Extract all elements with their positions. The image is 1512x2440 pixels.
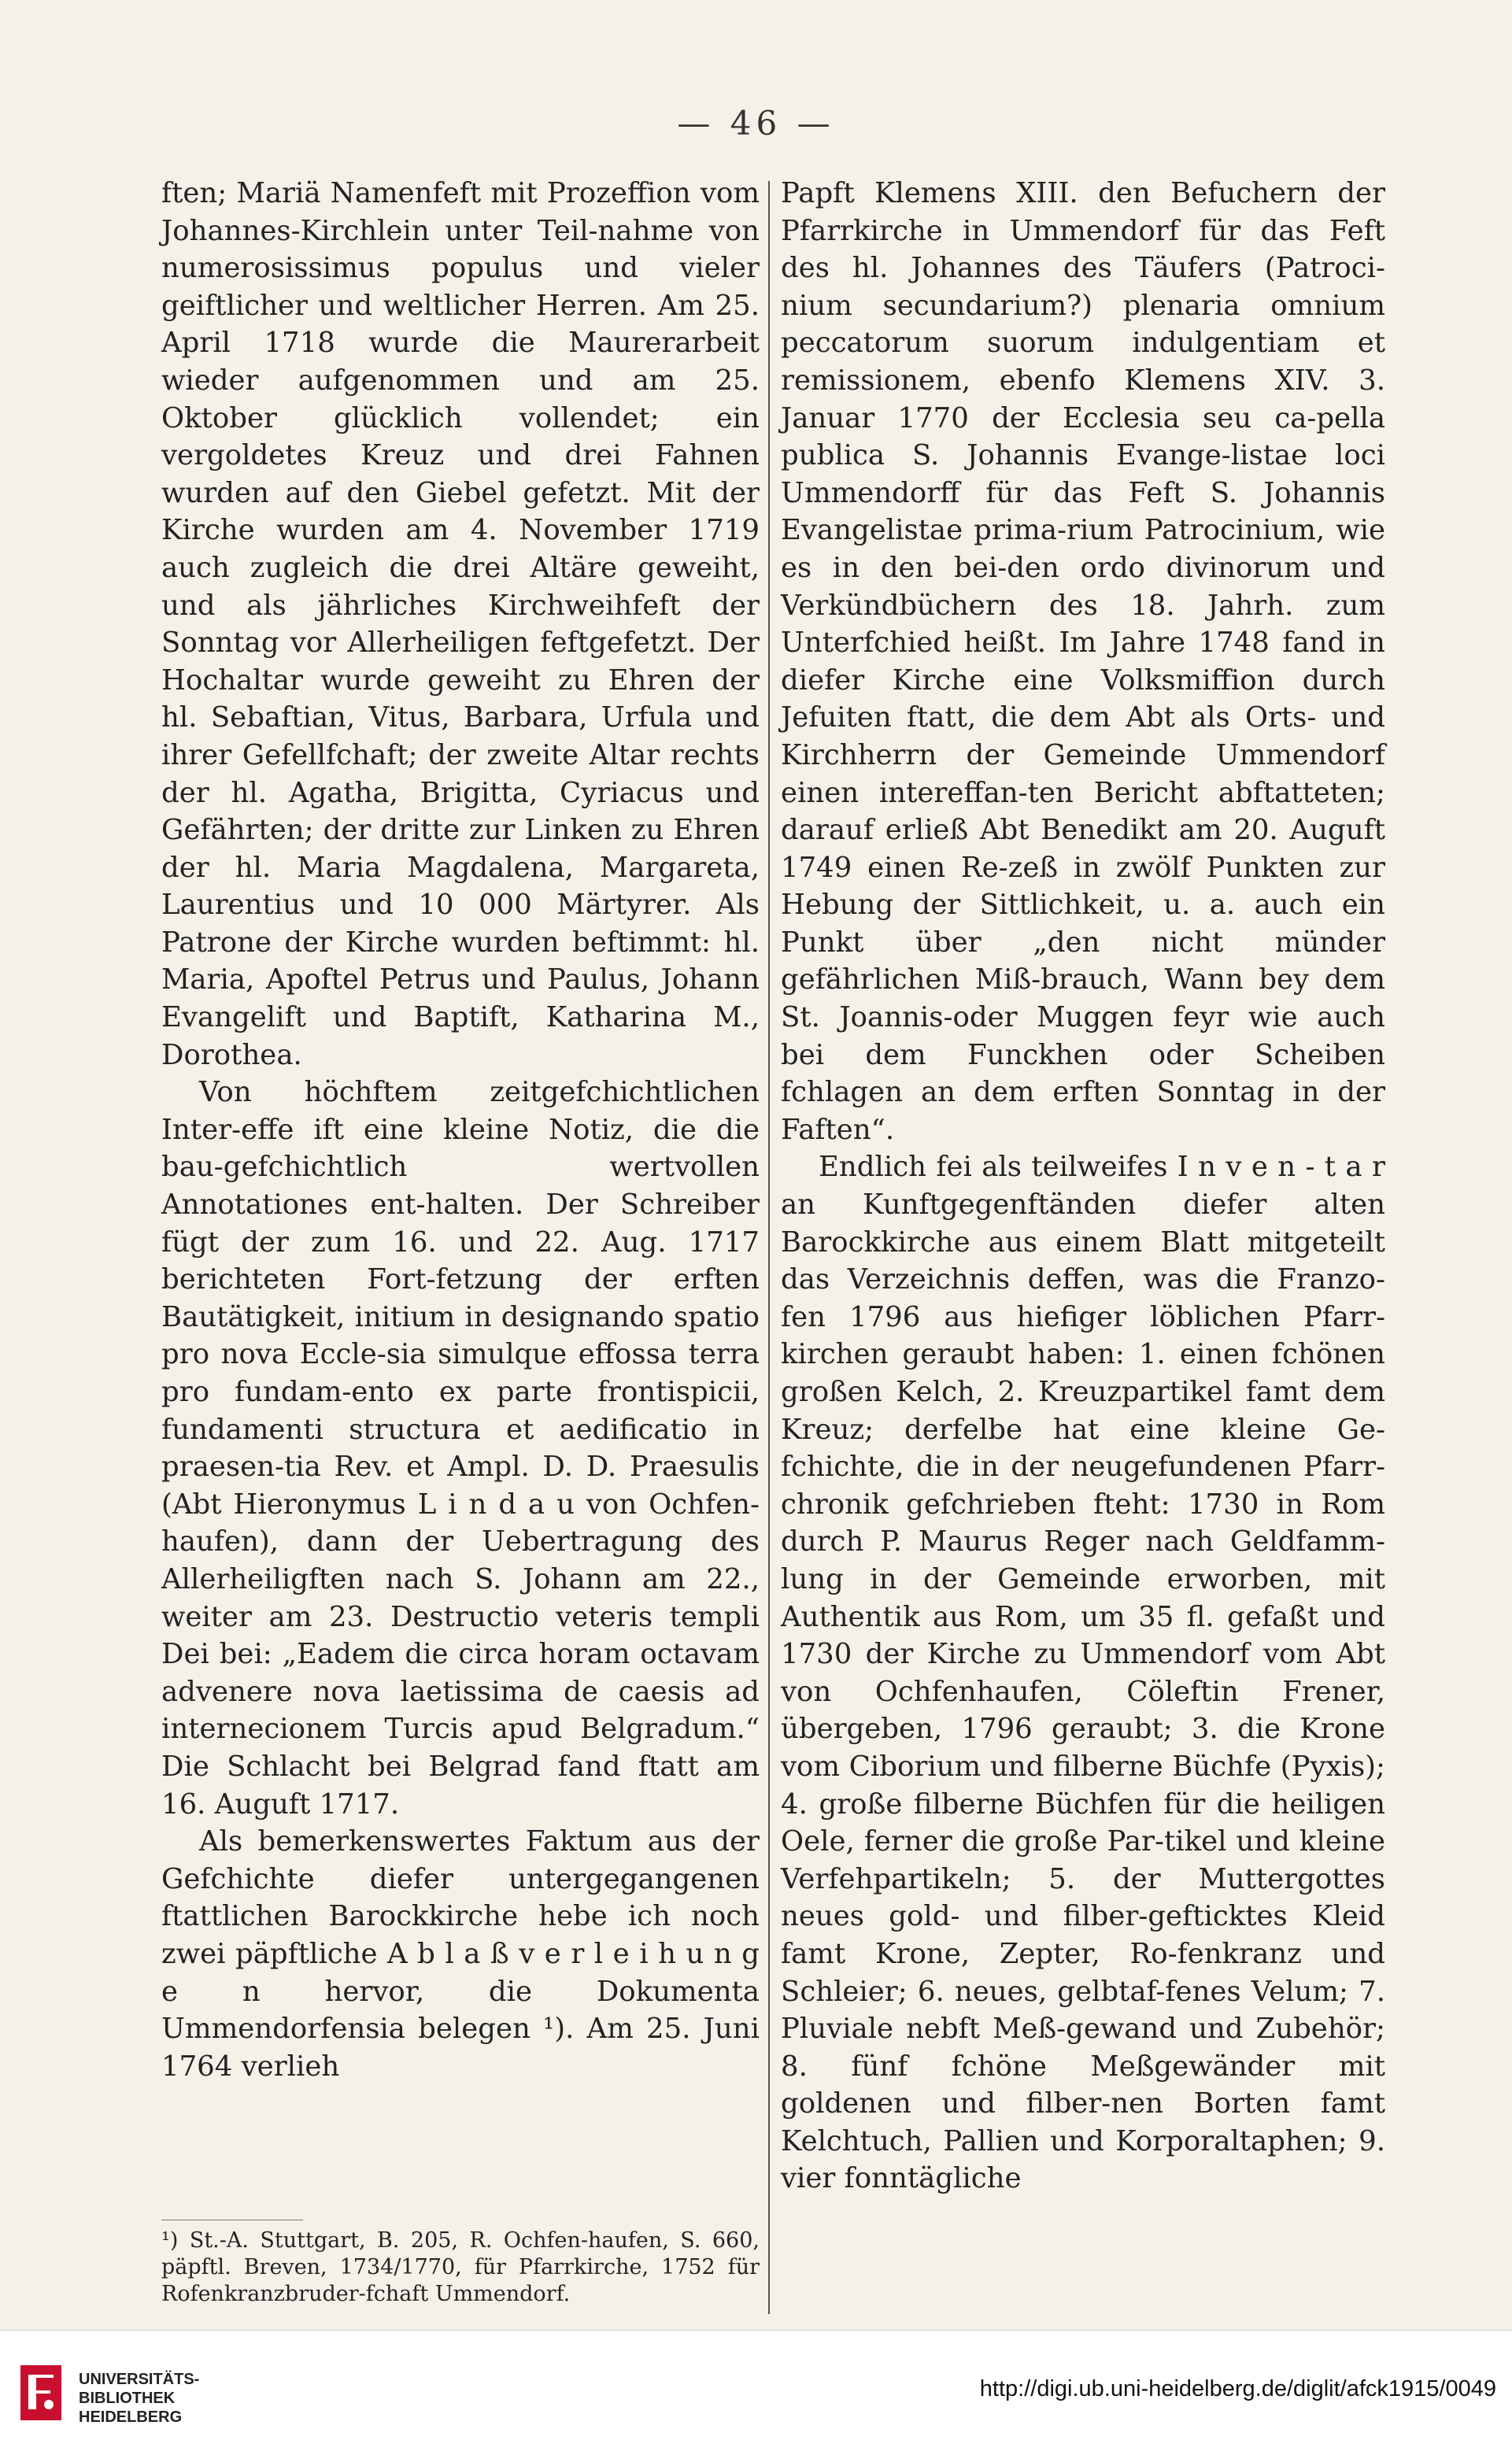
footnote: ¹) St.-A. Stuttgart, B. 205, R. Ochfen-haufen, S. 660, päpftl. Breven, 1734/1770, für Pfarrkirche, 1752 für Rofenkranzbruder-fchaft Ummendorf. bbox=[161, 2228, 760, 2306]
right-column bbox=[781, 175, 1385, 2198]
library-name: UNIVERSITÄTS- BIBLIOTHEK HEIDELBERG bbox=[79, 2371, 200, 2426]
permalink-url[interactable]: http://digi.ub.uni-heidelberg.de/diglit/afck1915/0049 bbox=[979, 2376, 1496, 2401]
right-paragraph-2: Endlich fei als teilweifes I n v e n - t a r an Kunftgegenftänden diefer alten Barockkirche aus einem Blatt mitgeteilt das Verzeichnis deffen, was die Franzo-fen 1796 aus hiefiger löblichen Pfarr-kirchen geraubt haben: 1. einen fchönen großen Kelch, 2. Kreuzpartikel famt dem Kreuz; derfelbe hat eine kleine Ge-fchichte, die in der neugefundenen Pfarr-chronik gefchrieben fteht: 1730 in Rom durch P. Maurus Reger nach Geldfamm-lung in der Gemeinde erworben, mit Authentik aus Rom, um 35 fl. gefaßt und 1730 der Kirche zu Ummendorf vom Abt von Ochfenhaufen, Cöleftin Frener, übergeben, 1796 geraubt; 3. die Krone vom Ciborium und filberne Büchfe (Pyxis); 4. große filberne Büchfen für die heiligen Oele, ferner die große Par-tikel und kleine Verfehpartikeln; 5. der Muttergottes neues gold- und filber-gefticktes Kleid famt Krone, Zepter, Ro-fenkranz und Schleier; 6. neues, gelbtaf-fenes Velum; 7. Pluviale nebft Meß-gewand und Zubehör; 8. fünf fchöne Meßgewänder mit goldenen und filber-nen Borten famt Kelchtuch, Pallien und Korporaltaphen; 9. vier fonntägliche bbox=[781, 1151, 1385, 2195]
page-number: — 46 — bbox=[677, 104, 835, 142]
right-paragraph-1: Papft Klemens XIII. den Befuchern der Pfarrkirche in Ummendorf für das Feft des hl. Johannes des Täufers (Patroci-nium secundarium?) plenaria omnium peccatorum suorum indulgentiam et remissionem, ebenfo Klemens XIV. 3. Januar 1770 der Ecclesia seu ca-pella publica S. Johannis Evange-listae loci Ummendorff für das Feft S. Johannis Evangelistae prima-rium Patrocinium, wie es in den bei-den ordo divinorum und Verkündbüchern des 18. Jahrh. zum Unterfchied heißt. Im Jahre 1748 fand in diefer Kirche eine Volksmiffion durch Jefuiten ftatt, die dem Abt als Orts- und Kirchherrn der Gemeinde Ummendorf einen intereffan-ten Bericht abftatteten; darauf erließ Abt Benedikt am 20. Auguft 1749 einen Re-zeß in zwölf Punkten zur Hebung der Sittlichkeit, u. a. auch ein Punkt über „den nicht münder gefährlichen Miß-brauch, Wann bey dem St. Joannis-oder Muggen feyr wie auch bei dem Funckhen oder Scheiben fchlagen an dem erften Sonntag in der Faften“. bbox=[781, 177, 1385, 1146]
left-paragraph-2: Von höchftem zeitgefchichtlichen Inter-effe ift eine kleine Notiz, die die bau-gefchichtlich wertvollen Annotationes ent-halten. Der Schreiber fügt der zum 16. und 22. Aug. 1717 berichteten Fort-fetzung der erften Bautätigkeit, initium in designando spatio pro nova Eccle-sia simulque effossa terra pro fundam-ento ex parte frontispicii, fundamenti structura et aedificatio in praesen-tia Rev. et Ampl. D. D. Praesulis (Abt Hieronymus L i n d a u von Ochfen-haufen), dann der Uebertragung des Allerheiligften nach S. Johann am 22., weiter am 23. Destructio veteris templi Dei bei: „Eadem die circa horam octavam advenere nova laetissima de caesis ad internecionem Turcis apud Belgradum.“ Die Schlacht bei Belgrad fand ftatt am 16. Auguft 1717. bbox=[161, 1076, 760, 1821]
left-column bbox=[161, 175, 760, 2085]
left-paragraph-1: ften; Mariä Namenfeft mit Prozeffion vom Johannes-Kirchlein unter Teil-nahme von numerosissimus populus und vieler geiftlicher und weltlicher Herren. Am 25. April 1718 wurde die Maurerarbeit wieder aufgenommen und am 25. Oktober glücklich vollendet; ein vergoldetes Kreuz und drei Fahnen wurden auf den Giebel gefetzt. Mit der Kirche wurden am 4. November 1719 auch zugleich die drei Altäre geweiht, und als jährliches Kirchweihfeft der Sonntag vor Allerheiligen feftgefetzt. Der Hochaltar wurde geweiht zu Ehren der hl. Sebaftian, Vitus, Barbara, Urfula und ihrer Gefellfchaft; der zweite Altar rechts der hl. Agatha, Brigitta, Cyriacus und Gefährten; der dritte zur Linken zu Ehren der hl. Maria Magdalena, Margareta, Laurentius und 10 000 Märtyrer. Als Patrone der Kirche wurden beftimmt: hl. Maria, Apoftel Petrus und Paulus, Johann Evangelift und Baptift, Katharina M., Dorothea. bbox=[161, 177, 760, 1071]
left-paragraph-3: Als bemerkenswertes Faktum aus der Gefchichte diefer untergegangenen ftattlichen Barockkirche hebe ich noch zwei päpftliche A b l a ß v e r l e i h u n g e n hervor, die Dokumenta Ummendorfensia belegen ¹). Am 25. Juni 1764 verlieh bbox=[161, 1825, 760, 2083]
library-logo-icon bbox=[17, 2362, 65, 2423]
viewer-footer bbox=[0, 2330, 1512, 2440]
column-divider bbox=[768, 181, 770, 2314]
